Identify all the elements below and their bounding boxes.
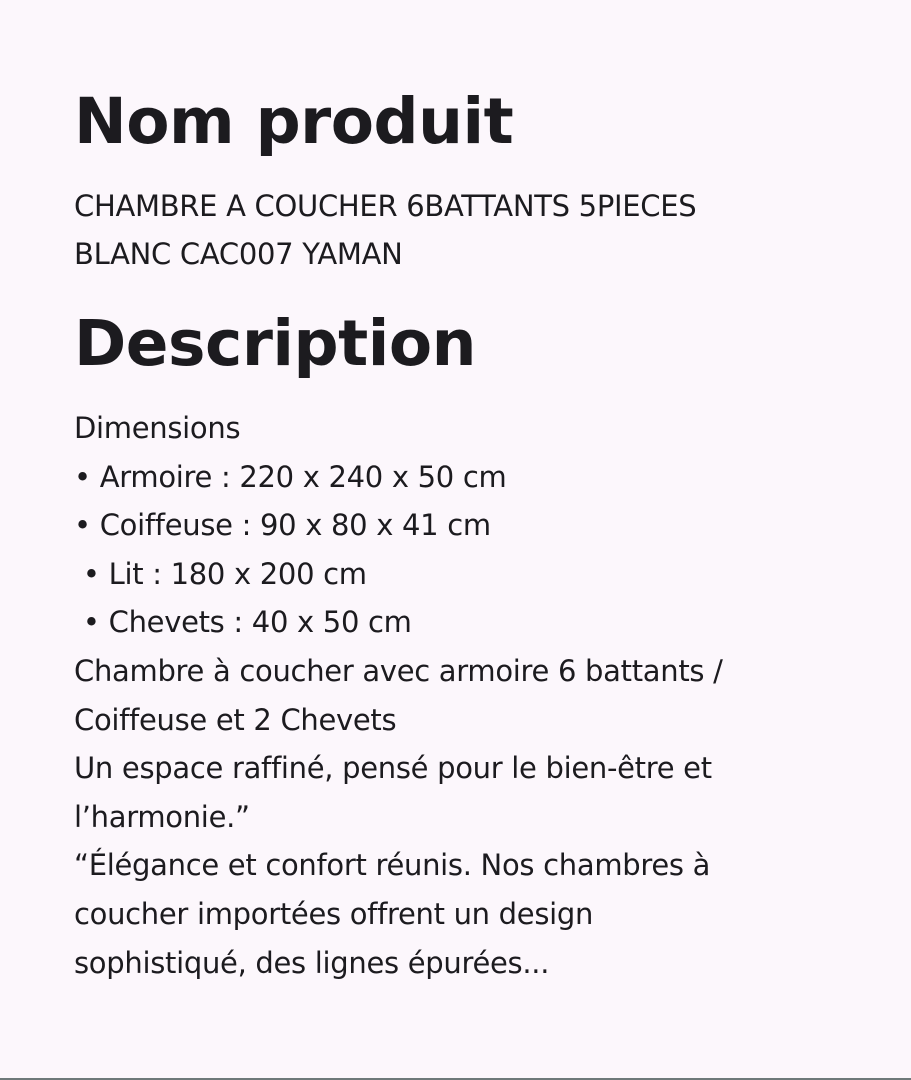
description-line: Un espace raffiné, pensé pour le bien-être et [74,751,712,786]
description-heading: Description [74,307,476,380]
product-name-text [74,182,854,278]
description-line: • Armoire : 220 x 240 x 50 cm [74,459,507,494]
description-line: “Élégance et confort réunis. Nos chambres à [74,848,711,883]
description-text [74,404,854,987]
product-name-line: BLANC CAC007 YAMAN [74,237,403,271]
description-line: Coiffeuse et 2 Chevets [74,702,397,737]
description-line: Chambre à coucher avec armoire 6 battants / [74,653,723,688]
description-line: l’harmonie.” [74,799,250,834]
description-line: • Lit : 180 x 200 cm [74,556,367,591]
description-line: sophistiqué, des lignes épurées... [74,945,550,980]
description-line: • Chevets : 40 x 50 cm [74,605,412,640]
description-line: Dimensions [74,411,241,445]
product-details [74,80,854,987]
description-line: coucher importées offrent un design [74,896,594,931]
product-name-heading: Nom produit [74,85,514,158]
description-line: • Coiffeuse : 90 x 80 x 41 cm [74,508,491,543]
product-name-line: CHAMBRE A COUCHER 6BATTANTS 5PIECES [74,189,697,223]
